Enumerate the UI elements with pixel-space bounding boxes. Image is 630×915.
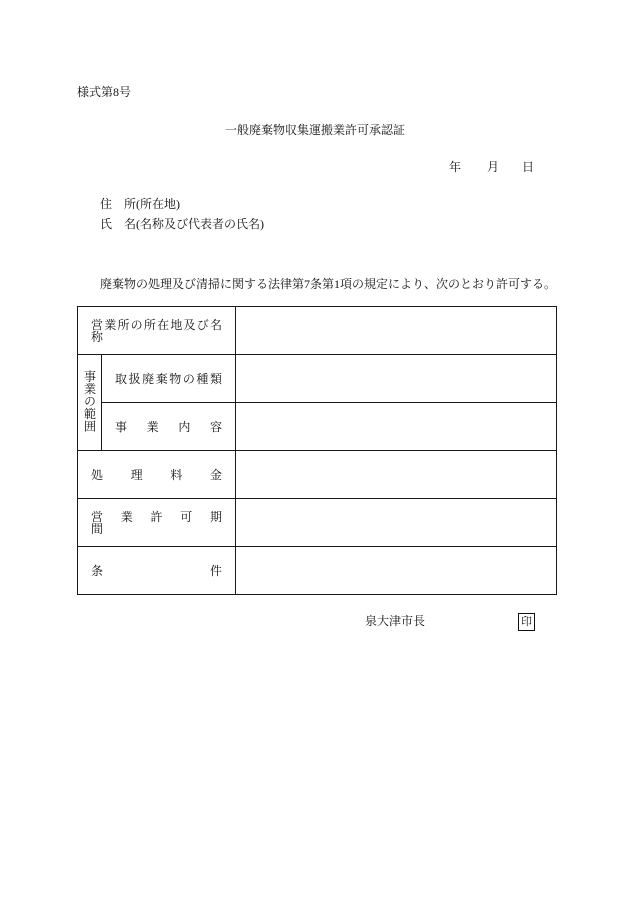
fee-value-cell: [236, 451, 557, 499]
table-row-office: [78, 307, 557, 355]
table-row-conditions: [78, 547, 557, 595]
waste-type-label-cell: [102, 355, 236, 403]
issuer-name: 泉大津市長: [365, 614, 426, 628]
seal-mark: [518, 613, 535, 631]
office-label-cell: [78, 307, 236, 355]
permit-period-value-cell: [236, 499, 557, 547]
table-row-business-content: [78, 403, 557, 451]
address-label: 住 所(所在地): [100, 197, 180, 211]
fee-label: 処 理 料 金: [91, 467, 223, 482]
table-row-permit-period: [78, 499, 557, 547]
office-value-cell: [236, 307, 557, 355]
date-month-label: 月: [487, 160, 500, 174]
scope-label-cell: [78, 355, 102, 451]
fee-label-cell: [78, 451, 236, 499]
permit-period-label: 営 業 許 可 期 間: [91, 509, 235, 536]
waste-type-value-cell: [236, 355, 557, 403]
scope-label: 事業の範囲: [82, 370, 97, 433]
document-title: 一般廃棄物収集運搬業許可承認証: [224, 123, 405, 137]
permit-statement: 廃棄物の処理及び清掃に関する法律第7条第1項の規定により、次のとおり許可する。: [100, 277, 557, 291]
business-content-label: 事 業 内 容: [115, 419, 223, 434]
business-content-value-cell: [236, 403, 557, 451]
permit-details-table: [77, 306, 557, 595]
table-row-fee: [78, 451, 557, 499]
conditions-label: 条 件: [91, 563, 223, 578]
permit-period-label-cell: [78, 499, 236, 547]
name-label: 氏 名(名称及び代表者の氏名): [100, 217, 264, 231]
date-day-label: 日: [522, 160, 535, 174]
date-year-label: 年: [449, 160, 462, 174]
seal-label: 印: [521, 615, 532, 628]
conditions-label-cell: [78, 547, 236, 595]
conditions-value-cell: [236, 547, 557, 595]
table-row-waste-type: [78, 355, 557, 403]
business-content-label-cell: [102, 403, 236, 451]
waste-type-label: 取扱廃棄物の種類: [115, 371, 223, 386]
office-label: 営業所の所在地及び名称: [91, 317, 223, 344]
form-number: 様式第8号: [77, 85, 132, 99]
